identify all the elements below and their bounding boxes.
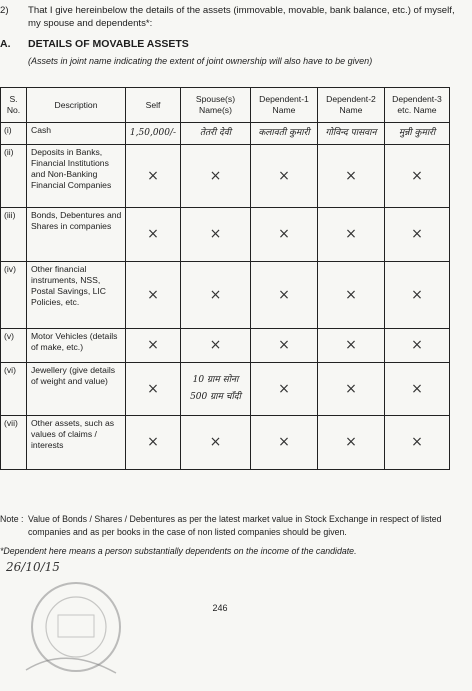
row-sno: (v) (1, 329, 27, 363)
cross-mark: × (181, 262, 251, 329)
cross-mark: × (385, 262, 450, 329)
jewellery-silver-line: 500 ग्राम चाँदी (190, 392, 241, 402)
movable-assets-table (0, 87, 450, 470)
table-row (1, 416, 450, 470)
header-dependent-3: Dependent-3 etc. Name (385, 88, 450, 123)
cross-mark: × (318, 145, 385, 208)
cross-mark: × (126, 416, 181, 470)
cross-mark: × (318, 262, 385, 329)
header-self: Self (126, 88, 181, 123)
cross-mark: × (251, 363, 318, 416)
table-row (1, 145, 450, 208)
cross-mark: × (318, 208, 385, 262)
row-description: Cash (27, 123, 126, 145)
header-dependent-1: Dependent-1 Name (251, 88, 318, 123)
cross-mark: × (181, 208, 251, 262)
cash-dependent-1: कलावती कुमारी (251, 123, 318, 145)
table-row (1, 123, 450, 145)
official-seal-stamp (6, 575, 136, 685)
section-letter: A. (0, 38, 11, 50)
row-description: Motor Vehicles (details of make, etc.) (27, 329, 126, 363)
cross-mark: × (385, 208, 450, 262)
cross-mark: × (385, 416, 450, 470)
cross-mark: × (385, 145, 450, 208)
cross-mark: × (318, 363, 385, 416)
jewellery-spouse (181, 363, 251, 416)
row-sno: (ii) (1, 145, 27, 208)
section-title: DETAILS OF MOVABLE ASSETS (28, 38, 189, 50)
header-sno: S. No. (1, 88, 27, 123)
cash-dependent-3: मुन्नी कुमारी (385, 123, 450, 145)
row-description: Jewellery (give details of weight and value) (27, 363, 126, 416)
cross-mark: × (318, 416, 385, 470)
cash-spouse: तेतरी देवी (181, 123, 251, 145)
cross-mark: × (251, 145, 318, 208)
table-row (1, 329, 450, 363)
cross-mark: × (126, 262, 181, 329)
jewellery-gold-line: 10 ग्राम सोना (192, 375, 239, 385)
cross-mark: × (385, 363, 450, 416)
row-sno: (iv) (1, 262, 27, 329)
footnote-text: Value of Bonds / Shares / Debentures as per the latest market value in Stock Exchange in respect of listed companies and as per books in the case of non listed companies should be given. (28, 514, 442, 537)
page-number: 246 (212, 603, 228, 613)
header-dependent-2: Dependent-2 Name (318, 88, 385, 123)
cross-mark: × (126, 145, 181, 208)
table-header-row (1, 88, 450, 123)
row-description: Other assets, such as values of claims / interests (27, 416, 126, 470)
cash-dependent-2: गोविन्द पासवान (318, 123, 385, 145)
cross-mark: × (385, 329, 450, 363)
cross-mark: × (181, 416, 251, 470)
cross-mark: × (126, 363, 181, 416)
cross-mark: × (251, 262, 318, 329)
footnote-label: Note : (0, 514, 24, 524)
table-row (1, 208, 450, 262)
row-description: Deposits in Banks, Financial Institutions and Non-Banking Financial Companies (27, 145, 126, 208)
row-sno: (iii) (1, 208, 27, 262)
cross-mark: × (318, 329, 385, 363)
dependent-definition: *Dependent here means a person substantially dependents on the income of the candidate. (0, 546, 357, 556)
table-row (1, 363, 450, 416)
cross-mark: × (251, 416, 318, 470)
cross-mark: × (181, 329, 251, 363)
cash-self: 1,50,000/- (126, 123, 181, 145)
table-row (1, 262, 450, 329)
cross-mark: × (251, 208, 318, 262)
intro-text: That I give hereinbelow the details of the assets (immovable, movable, bank balance, etc.) of myself, my spouse and dependents*: (28, 5, 455, 29)
section-note: (Assets in joint name indicating the extent of joint ownership will also have to be given) (28, 56, 373, 66)
intro-number: 2) (0, 5, 9, 16)
cross-mark: × (251, 329, 318, 363)
cross-mark: × (126, 208, 181, 262)
handwritten-date: 26/10/15 (6, 560, 60, 574)
header-spouse: Spouse(s) Name(s) (181, 88, 251, 123)
cross-mark: × (126, 329, 181, 363)
row-sno: (vi) (1, 363, 27, 416)
row-description: Other financial instruments, NSS, Postal Savings, LIC Policies, etc. (27, 262, 126, 329)
row-description: Bonds, Debentures and Shares in companies (27, 208, 126, 262)
row-sno: (i) (1, 123, 27, 145)
header-description: Description (27, 88, 126, 123)
cross-mark: × (181, 145, 251, 208)
row-sno: (vii) (1, 416, 27, 470)
